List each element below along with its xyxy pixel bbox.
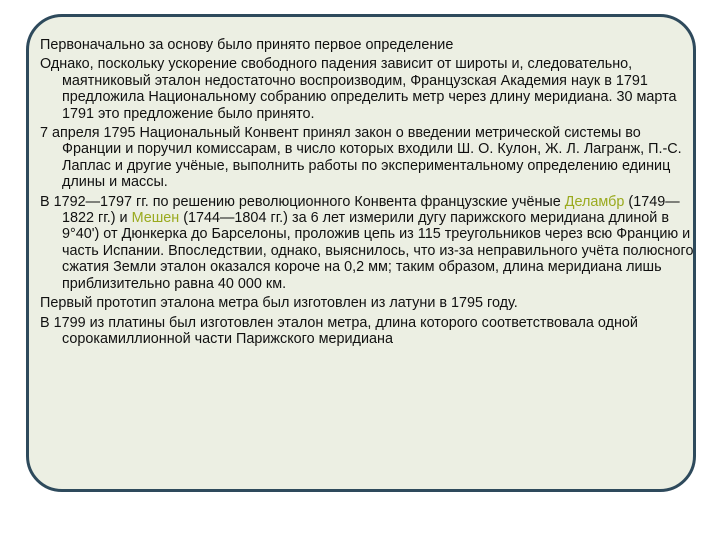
paragraph-academy-proposal: Однако, поскольку ускорение свободного падения зависит от широты и, следовательно, маятниковый эталон недостаточно воспроизводим, Французская Академия наук в 1791 предложила Национальному собранию определить метр через длину меридиана. 30 марта 1791 это предложение было принято. <box>40 56 677 122</box>
paragraph-platinum-standard: В 1799 из платины был изготовлен эталон метра, длина которого соответствовала одной сорокамиллионной части Парижского меридиана <box>40 314 638 347</box>
mechain-link[interactable]: Мешен <box>131 210 180 227</box>
paragraph-first-definition: Первоначально за основу было принято первое определение <box>40 37 454 53</box>
slide-text <box>40 37 700 350</box>
meridian-text-part1: В 1792—1797 гг. по решению революционного Конвента французские учёные <box>40 193 565 210</box>
delambre-link[interactable]: Деламбр <box>564 193 625 210</box>
meridian-text-part2: (1749—1822 гг.) и <box>62 193 680 227</box>
paragraph-metric-law: 7 апреля 1795 Национальный Конвент принял закон о введении метрической системы во Франции и поручил комиссарам, в число которых входили Ш. О. Кулон, Ж. Л. Лагранж, П.-С. Лаплас и другие учёные, выполнить работы по экспериментальному определению единиц длины и массы. <box>40 125 682 191</box>
meridian-text-part3: (1744—1804 гг.) за 6 лет измерили дугу парижского меридиана длиной в 9°40') от Дюнкерка до Барселоны, проложив цепь из 115 треугольников через всю Францию и часть Испании. Впоследствии, однако, выяснилось, что из-за неправильного учёта полюсного сжатия Земли эталон оказался короче на 0,2 мм; таким образом, длина меридиана лишь приблизительно равна 40 000 км. <box>62 210 694 292</box>
paragraph-meridian-measurement <box>40 194 700 292</box>
paragraph-brass-prototype: Первый прототип эталона метра был изготовлен из латуни в 1795 году. <box>40 295 518 312</box>
